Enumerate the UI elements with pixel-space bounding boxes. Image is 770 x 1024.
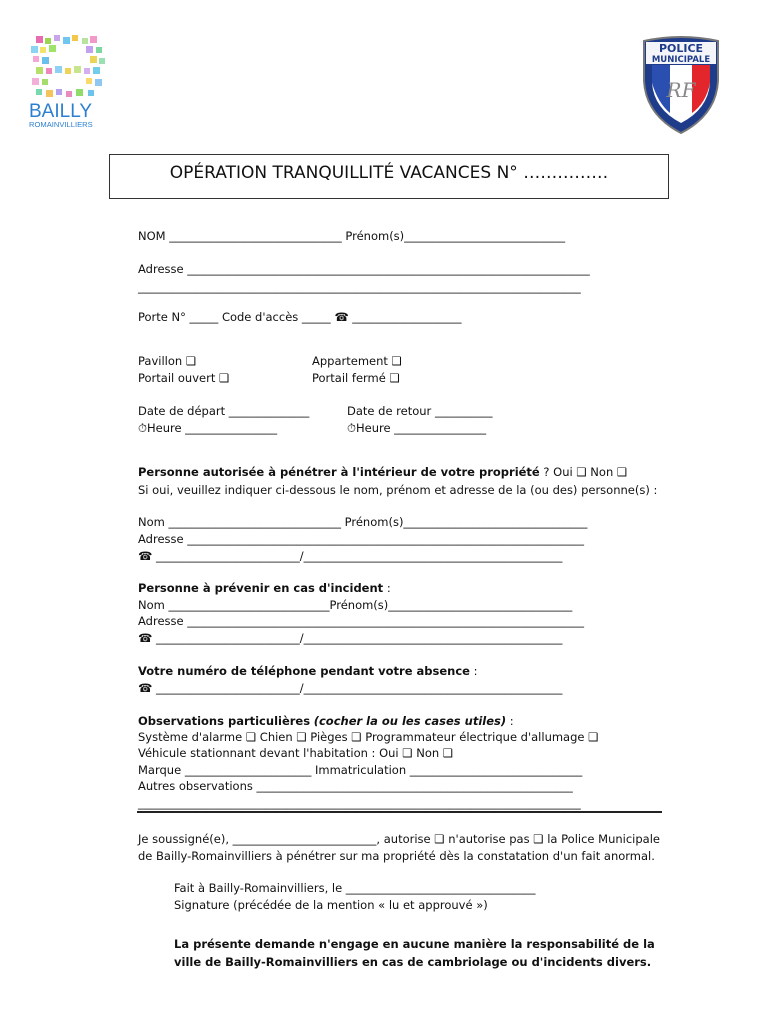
signature-field[interactable]: Signature (précédée de la mention « lu et approuvé ») xyxy=(174,898,488,912)
bailly-logo-word: BAILLY xyxy=(29,101,93,122)
fait-a-field[interactable]: Fait à Bailly-Romainvilliers, le _________________________________ xyxy=(174,881,536,895)
authorized-adresse-field[interactable]: Adresse _____________________________________________________________________ xyxy=(138,532,584,546)
vehicle-checkboxes[interactable]: Véhicule stationnant devant l'habitation : Oui ❑ Non ❑ xyxy=(138,746,454,760)
incident-heading xyxy=(138,581,391,595)
heure-retour-field[interactable]: ⏱Heure ________________ xyxy=(347,421,487,435)
bailly-logo xyxy=(28,34,110,130)
observations-heading-colon: : xyxy=(506,714,514,728)
adresse-continued-field[interactable]: _____________________________________________________________________________ xyxy=(138,280,581,294)
authorized-instruction: Si oui, veuillez indiquer ci-dessous le nom, prénom et adresse de la (ou des) personne(s) : xyxy=(138,483,658,497)
badge-line1: POLICE xyxy=(658,42,704,55)
disclaimer-line1: La présente demande n'engage en aucune manière la responsabilité de la xyxy=(174,937,655,951)
page-title: OPÉRATION TRANQUILLITÉ VACANCES N° …………… xyxy=(169,163,609,183)
disclaimer-line2: ville de Bailly-Romainvilliers en cas de cambriolage ou d'incidents divers. xyxy=(174,955,652,969)
bailly-logo-subword: ROMAINVILLIERS xyxy=(29,120,93,129)
pavillon-checkbox[interactable]: Pavillon ❑ xyxy=(138,354,197,368)
section-divider xyxy=(137,811,662,813)
badge-monogram: RF xyxy=(666,78,696,102)
authorized-nom-field[interactable]: Nom ______________________________ Prénom(s)________________________________ xyxy=(138,515,588,529)
incident-heading-label: Personne à prévenir en cas d'incident xyxy=(138,581,384,595)
date-depart-field[interactable]: Date de départ ______________ xyxy=(138,404,310,418)
absence-phone-heading-colon: : xyxy=(469,664,478,678)
incident-nom-field[interactable]: Nom ____________________________Prénom(s)________________________________ xyxy=(138,598,573,612)
absence-phone-heading xyxy=(138,664,478,678)
incident-phone-field[interactable]: ☎ _________________________/_____________________________________________ xyxy=(138,631,563,645)
portail-ferme-checkbox[interactable]: Portail fermé ❑ xyxy=(312,371,400,385)
title-box xyxy=(109,154,669,199)
absence-phone-heading-label: Votre numéro de téléphone pendant votre absence xyxy=(138,664,470,678)
observations-heading xyxy=(138,714,514,728)
authorized-oui-non[interactable]: ? Oui ❑ Non ❑ xyxy=(539,465,628,479)
incident-heading-colon: : xyxy=(383,581,391,595)
absence-phone-field[interactable]: ☎ _________________________/_____________________________________________ xyxy=(138,681,563,695)
autres-observations-field[interactable]: Autres observations _______________________________________________________ xyxy=(138,779,573,793)
date-retour-field[interactable]: Date de retour __________ xyxy=(347,404,493,418)
marque-immatriculation-field[interactable]: Marque ______________________ Immatriculation ______________________________ xyxy=(138,763,583,777)
portail-ouvert-checkbox[interactable]: Portail ouvert ❑ xyxy=(138,371,230,385)
appartement-checkbox[interactable]: Appartement ❑ xyxy=(312,354,402,368)
porte-code-phone-field[interactable]: Porte N° _____ Code d'accès _____ ☎ ___________________ xyxy=(138,310,462,324)
badge-line2: MUNICIPALE xyxy=(651,55,711,65)
heure-depart-field[interactable]: ⏱Heure ________________ xyxy=(138,421,278,435)
police-municipale-badge xyxy=(640,35,722,135)
nom-prenom-field[interactable]: NOM ______________________________ Prénom(s)____________________________ xyxy=(138,229,566,243)
observations-heading-hint: (cocher la ou les cases utiles) xyxy=(313,714,507,728)
observations-systems-checkboxes[interactable]: Système d'alarme ❑ Chien ❑ Pièges ❑ Programmateur électrique d'allumage ❑ xyxy=(138,730,599,744)
authorized-phone-field[interactable]: ☎ _________________________/_____________________________________________ xyxy=(138,549,563,563)
autres-observations-continued-field[interactable]: _____________________________________________________________________________ xyxy=(138,796,581,810)
authorized-question xyxy=(138,465,627,479)
observations-heading-label: Observations particulières xyxy=(138,714,311,728)
adresse-field[interactable]: Adresse ______________________________________________________________________ xyxy=(138,262,590,276)
incident-adresse-field[interactable]: Adresse _____________________________________________________________________ xyxy=(138,614,584,628)
declaration-text[interactable]: Je soussigné(e), _________________________, autorise ❑ n'autorise pas ❑ la Police Municipale de Bailly-Romainvilliers à pénétrer sur ma propriété dès la constatation d'un fait anormal. xyxy=(138,832,660,863)
authorized-question-label: Personne autorisée à pénétrer à l'intérieur de votre propriété xyxy=(138,465,540,479)
